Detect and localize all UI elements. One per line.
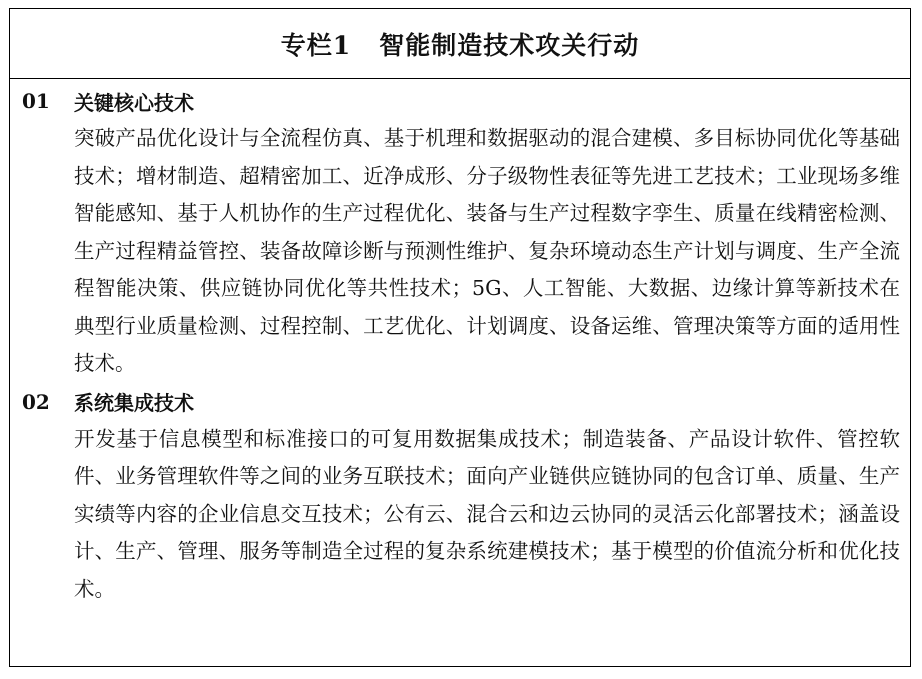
section-01 xyxy=(10,82,910,383)
column-box xyxy=(9,8,911,667)
section-title: 系统集成技术 xyxy=(74,391,194,415)
section-heading xyxy=(10,82,910,120)
section-body: 开发基于信息模型和标准接口的可复用数据集成技术；制造装备、产品设计软件、管控软件、业务管理软件等之间的业务互联技术；面向产业链供应链协同的包含订单、质量、生产实绩等内容的企业信息交互技术；公有云、混合云和边云协同的灵活云化部署技术；涵盖设计、生产、管理、服务等制造全过程的复杂系统建模技术；基于模型的价值流分析和优化技术。 xyxy=(74,426,900,601)
box-title-number: 1 xyxy=(332,30,352,60)
section-number: 01 xyxy=(22,89,50,113)
box-title-label: 专栏 xyxy=(280,30,333,60)
section-number: 02 xyxy=(22,389,50,414)
box-title-text: 智能制造技术攻关行动 xyxy=(379,30,640,60)
section-02 xyxy=(10,383,910,609)
section-heading xyxy=(10,383,910,421)
section-title: 关键核心技术 xyxy=(74,90,194,115)
section-body: 突破产品优化设计与全流程仿真、基于机理和数据驱动的混合建模、多目标协同优化等基础技术；增材制造、超精密加工、近净成形、分子级物性表征等先进工艺技术；工业现场多维智能感知、基于人机协作的生产过程优化、装备与生产过程数字孪生、质量在线精密检测、生产过程精益管控、装备故障诊断与预测性维护、复杂环境动态生产计划与调度、生产全流程智能决策、供应链协同优化等共性技术；5G、人工智能、大数据、边缘计算等新技术在典型行业质量检测、过程控制、工艺优化、计划调度、设备运维、管理决策等方面的适用性技术。 xyxy=(74,126,900,375)
box-title xyxy=(281,26,639,62)
box-header xyxy=(10,9,910,79)
